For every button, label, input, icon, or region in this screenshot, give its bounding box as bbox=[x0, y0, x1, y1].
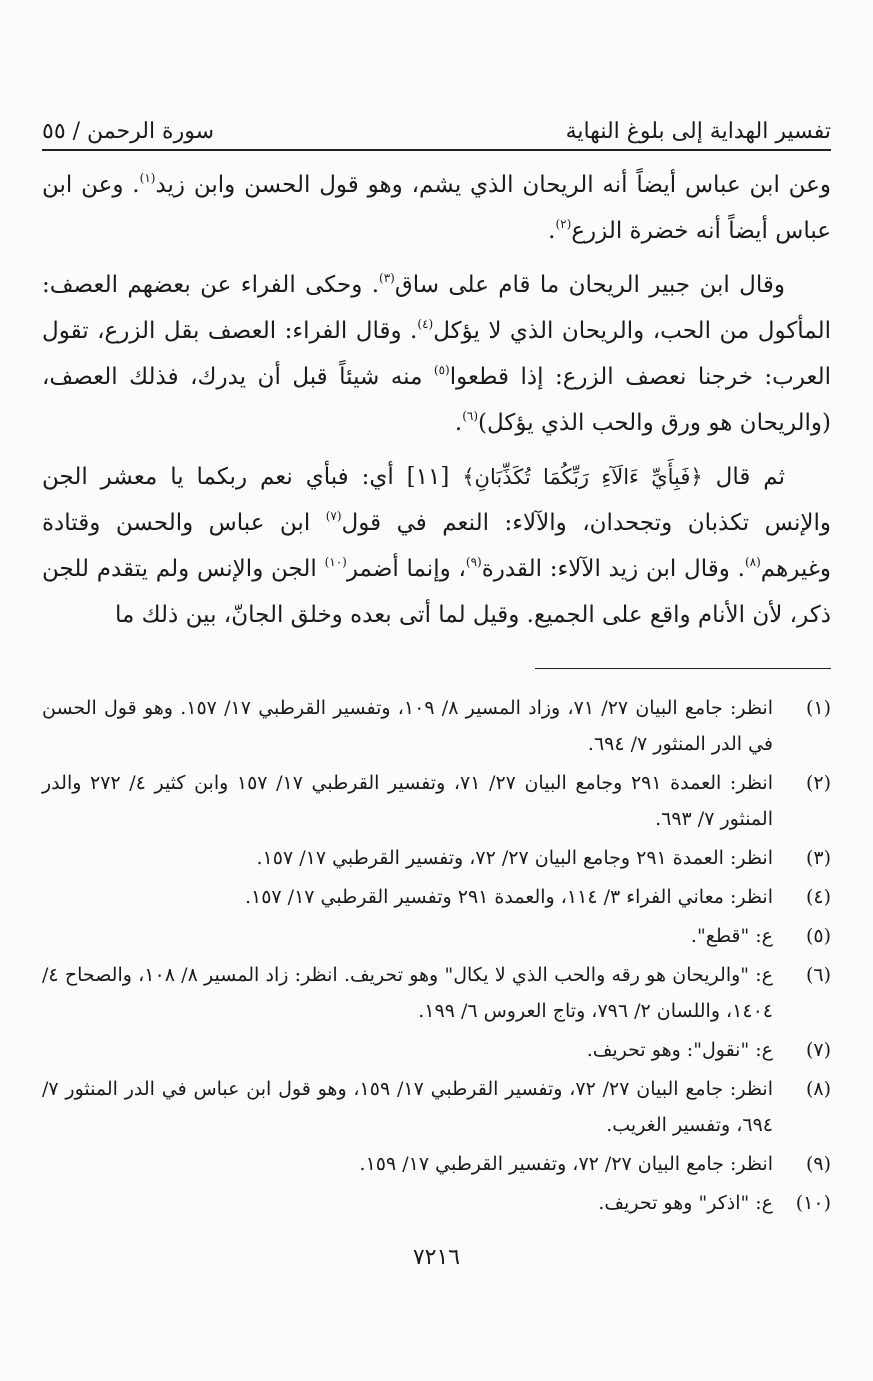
quran-verse: ﴿فَبِأَيِّ ءَالَآءِ رَبِّكُمَا تُكَذِّبَانِ﴾ bbox=[462, 465, 703, 489]
footnote-item bbox=[42, 879, 831, 915]
footnote-item bbox=[42, 1185, 831, 1221]
footnote-text: ع: "نقول": وهو تحريف. bbox=[586, 1039, 773, 1061]
paragraph-3 bbox=[42, 454, 831, 638]
header-rule bbox=[42, 149, 831, 151]
footnote-number: (٧) bbox=[805, 1039, 831, 1061]
footnote-item bbox=[42, 957, 831, 1029]
footnote-item bbox=[42, 1146, 831, 1182]
footnote-item bbox=[42, 690, 831, 762]
footnote-number: (٥) bbox=[805, 925, 831, 947]
text-run: وعن ابن عباس أيضاً أنه الريحان الذي يشم، وهو قول الحسن وابن زيد bbox=[155, 172, 832, 198]
footnote-text: انظر: العمدة ٢٩١ وجامع البيان ٢٧/ ٧٢، وتفسير القرطبي ١٧/ ١٥٧. bbox=[256, 847, 773, 869]
footnote-ref[interactable]: (٦) bbox=[462, 409, 479, 423]
footnote-ref[interactable]: (٢) bbox=[555, 217, 572, 231]
text-run: . وعن ابن عباس أيضاً أنه خضرة الزرع bbox=[42, 172, 831, 244]
text-run: وقال ابن جبير الريحان ما قام على ساق bbox=[394, 272, 785, 298]
footnote-text: ع: "اذكر" وهو تحريف. bbox=[598, 1192, 773, 1214]
footnote-item bbox=[42, 1032, 831, 1068]
footnote-text: انظر: جامع البيان ٢٧/ ٧٢، وتفسير القرطبي ١٧/ ١٥٩، وهو قول ابن عباس في الدر المنثور ٧/ ٦٩٤، وتفسير الغريب. bbox=[42, 1078, 773, 1136]
text-run: . وقال الفراء: العصف بقل الزرع، تقول العرب: خرجنا نعصف الزرع: إذا قطعوا bbox=[42, 318, 832, 390]
footnote-ref[interactable]: (٧) bbox=[325, 509, 342, 523]
text-run: . bbox=[454, 410, 463, 436]
text-run: [١١] أي: فبأي نعم ربكما يا معشر الجن والإنس تكذبان وتجحدان، والآلاء: النعم في قول bbox=[42, 464, 832, 536]
footnote-item bbox=[42, 918, 831, 954]
footnote-number: (١) bbox=[805, 697, 831, 719]
main-text bbox=[42, 162, 831, 646]
footnote-item bbox=[42, 1071, 831, 1143]
running-header bbox=[42, 104, 831, 144]
footnote-ref[interactable]: (١) bbox=[139, 171, 156, 185]
footnote-ref[interactable]: (٤) bbox=[417, 317, 434, 331]
text-run: ثم قال bbox=[702, 464, 785, 490]
footnote-number: (٤) bbox=[805, 886, 831, 908]
text-run: منه شيئاً قبل أن يدرك، فذلك العصف، (والريحان هو ورق والحب الذي يؤكل) bbox=[42, 364, 831, 436]
sura-label: سورة الرحمن / ٥٥ bbox=[42, 119, 215, 144]
footnote-ref[interactable]: (٩) bbox=[465, 555, 482, 569]
text-run: . وقال ابن زيد الآلاء: القدرة bbox=[481, 556, 745, 582]
footnote-text: انظر: جامع البيان ٢٧/ ٧١، وزاد المسير ٨/ ١٠٩، وتفسير القرطبي ١٧/ ١٥٧. وهو قول الحسن في الدر المنثور ٧/ ٦٩٤. bbox=[42, 697, 773, 755]
text-run: ، وإنما أضمر bbox=[346, 556, 466, 582]
footnote-number: (٦) bbox=[805, 964, 831, 986]
footnote-number: (٣) bbox=[805, 847, 831, 869]
footnote-number: (١٠) bbox=[795, 1192, 831, 1214]
paragraph-2 bbox=[42, 262, 831, 446]
footnotes bbox=[42, 690, 831, 1224]
footnote-text: انظر: جامع البيان ٢٧/ ٧٢، وتفسير القرطبي ١٧/ ١٥٩. bbox=[359, 1153, 773, 1175]
footnote-ref[interactable]: (٨) bbox=[744, 555, 761, 569]
text-run: الجن والإنس ولم يتقدم للجن ذكر، لأن الأنام واقع على الجميع. وقيل لما أتى بعده وخلق الجانّ، بين ذلك ما bbox=[42, 556, 831, 628]
footnote-number: (٨) bbox=[805, 1078, 831, 1100]
footnote-number: (٩) bbox=[805, 1153, 831, 1175]
paragraph-1 bbox=[42, 162, 831, 254]
text-run: . وحكى الفراء عن بعضهم العصف: المأكول من الحب، والريحان الذي لا يؤكل bbox=[42, 272, 831, 344]
footnote-item bbox=[42, 840, 831, 876]
footnote-text: ع: "قطع". bbox=[690, 925, 773, 947]
footnote-item bbox=[42, 765, 831, 837]
footnote-ref[interactable]: (٥) bbox=[433, 363, 450, 377]
footnote-number: (٢) bbox=[805, 772, 831, 794]
text-run: ابن عباس والحسن وقتادة وغيرهم bbox=[42, 510, 831, 582]
footnote-text: ع: "والريحان هو رقه والحب الذي لا يكال" وهو تحريف. انظر: زاد المسير ٨/ ١٠٨، والصحاح ٤/ ١٤٠٤، واللسان ٢/ ٧٩٦، وتاج العروس ٦/ ١٩٩. bbox=[42, 964, 773, 1022]
footnote-ref[interactable]: (١٠) bbox=[324, 555, 347, 569]
page-number: ٧٢١٦ bbox=[412, 1245, 461, 1270]
footnote-rule bbox=[535, 668, 831, 669]
text-run: . bbox=[548, 218, 556, 244]
footnote-ref[interactable]: (٣) bbox=[379, 271, 395, 285]
footnote-text: انظر: العمدة ٢٩١ وجامع البيان ٢٧/ ٧١، وتفسير القرطبي ١٧/ ١٥٧ وابن كثير ٤/ ٢٧٢ والدر المنثور ٧/ ٦٩٣. bbox=[42, 772, 773, 830]
footnote-text: انظر: معاني الفراء ٣/ ١١٤، والعمدة ٢٩١ وتفسير القرطبي ١٧/ ١٥٧. bbox=[244, 886, 773, 908]
book-title: تفسير الهداية إلى بلوغ النهاية bbox=[565, 119, 831, 144]
